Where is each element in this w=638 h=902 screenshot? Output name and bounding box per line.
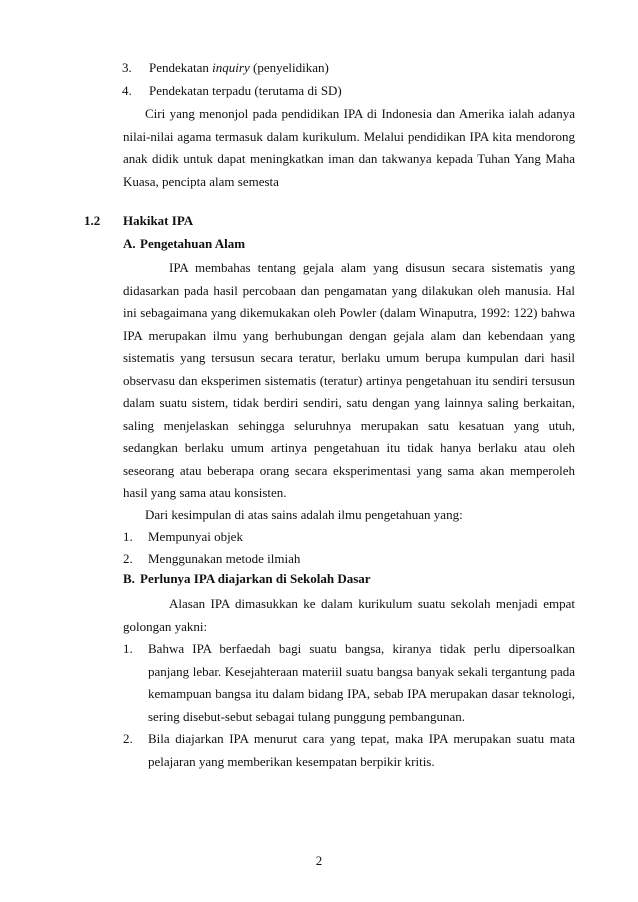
top-list-item-4-text: Pendekatan terpadu (terutama di SD) — [149, 83, 342, 98]
paragraph-a2: Dari kesimpulan di atas sains adalah ilmu pengetahuan yang: — [145, 507, 463, 522]
section-title: Hakikat IPA — [123, 213, 194, 228]
list-number: 3. — [122, 60, 132, 75]
section-number: 1.2 — [84, 213, 101, 228]
subsection-b-label: B. — [123, 571, 135, 586]
intro-paragraph: Ciri yang menonjol pada pendidikan IPA di Indonesia dan Amerika ialah adanya nilai-nilai agama termasuk dalam kurikulum. Melalui pendidikan IPA kita mendorong anak didik untuk dapat meningkatkan iman dan takwanya kepada Tuhan Yang Maha Kuasa, pencipta alam semesta — [123, 106, 575, 189]
subsection-b-title: Perlunya IPA diajarkan di Sekolah Dasar — [140, 571, 371, 586]
paragraph-a: IPA membahas tentang gejala alam yang disusun secara sistematis yang didasarkan pada hasil percobaan dan pengamatan yang dilakukan oleh manusia. Hal ini sebagaimana yang dikemukakan oleh Powler (dalam Winaputra, 1992: 122) bahwa IPA merupakan ilmu yang berhubungan dengan gejala alam dan kebendaan yang sistematis yang tersusun secara teratur, berlaku umum berupa kumpulan dari hasil observasu dan eksperimen sistematis (teratur) artinya pengetahuan itu sendiri tersusun dalam suatu sistem, tidak berdiri sendiri, satu dengan yang lainnya saling berkaitan, saling menjelaskan sehingga seluruhnya merupakan satu kesatuan yang utuh, sedangkan berlaku umum artinya pengetahuan itu tidak hanya berlaku atau oleh seseorang atau beberapa orang secara eksperimentasi yang sama akan memperoleh hasil yang sama atau konsisten. — [123, 260, 575, 500]
subsection-a-label: A. — [123, 236, 136, 251]
paragraph-b: Alasan IPA dimasukkan ke dalam kurikulum suatu sekolah menjadi empat golongan yakni: — [123, 596, 575, 634]
page-number: 2 — [315, 853, 323, 868]
top-list-item-4 — [122, 83, 132, 99]
top-list-item-3-text: Pendekatan inquiry (penyelidikan) — [149, 60, 329, 75]
inquiry-term: inquiry — [212, 60, 250, 75]
top-list-item-3 — [122, 60, 132, 76]
list-number: 4. — [122, 83, 132, 98]
subsection-a-title: Pengetahuan Alam — [140, 236, 246, 251]
